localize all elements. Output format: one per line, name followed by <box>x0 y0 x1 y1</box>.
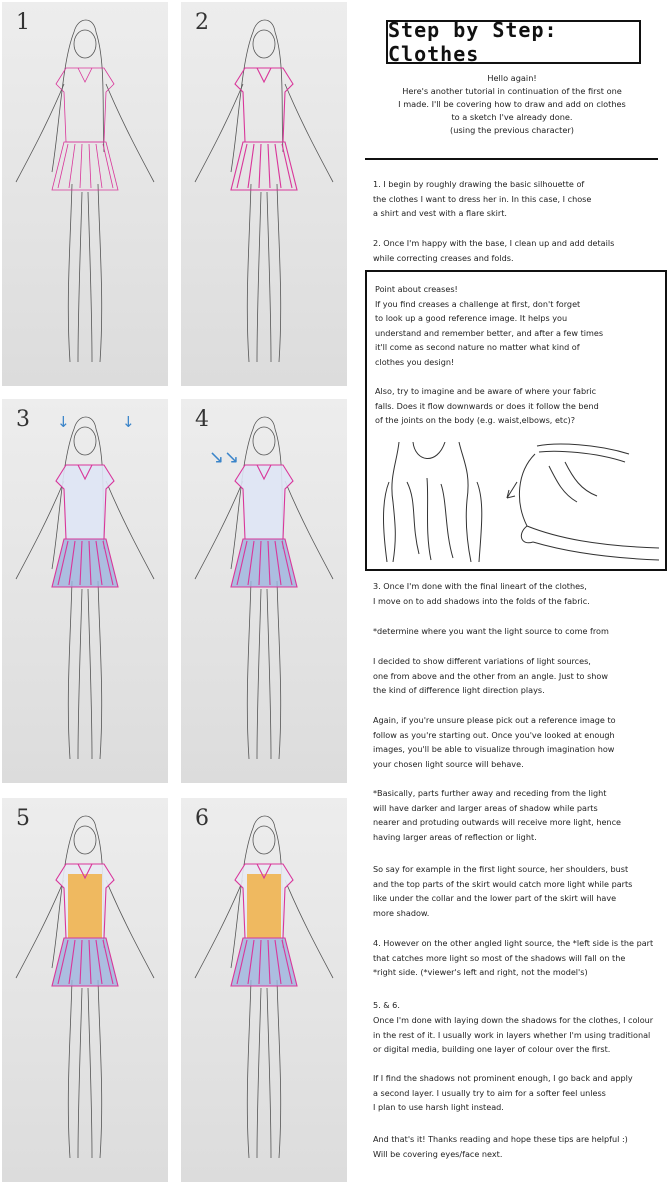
panel-number: 2 <box>195 10 209 35</box>
panel-number: 6 <box>195 806 209 831</box>
intro-line: (using the previous character) <box>450 125 574 135</box>
panel-number: 1 <box>16 10 30 35</box>
step-56-text: Once I'm done with laying down the shadows for the clothes, I colour in the rest of it. I usually work in layers whether I'm using traditional or digital media, building one layer of colour over the first. <box>373 1015 654 1054</box>
figure-sketch <box>2 798 168 1182</box>
panel-step-3 <box>2 399 168 783</box>
panel-step-5 <box>2 798 168 1182</box>
step-56-label: 5. & 6. <box>373 1000 400 1010</box>
figure-sketch <box>2 399 168 783</box>
panel-number: 3 <box>16 407 30 432</box>
fabric-tip: Also, try to imagine and be aware of where your fabric falls. Does it flow downwards or does it follow the bend of the joints on the body (e.g. waist,elbows, etc)? <box>375 386 599 425</box>
creases-tip: Point about creases! If you find creases a challenge at first, don't forget to look up a good reference image. It helps you understand and remember better, and after a few times it'll come as second nature no matter what kind of clothes you design! <box>375 284 604 367</box>
intro-line: I made. I'll be covering how to draw and add on clothes <box>398 99 626 109</box>
example-text: So say for example in the first light source, her shoulders, bust and the top parts of the skirt would catch more light while parts like under the collar and the lower part of the skirt will have more shadow. <box>373 864 633 918</box>
intro-text <box>355 72 669 137</box>
light-arrow-icon: ↓ <box>57 413 70 431</box>
panel-step-2 <box>181 2 347 386</box>
panel-step-6 <box>181 798 347 1182</box>
figure-sketch <box>181 798 347 1182</box>
page-title: Step by Step: Clothes <box>386 20 641 64</box>
step-4-text: 4. However on the other angled light source, the *left side is the part that catches more light so most of the shadows will fall on the *right side. (*viewer's left and right, not the model's) <box>373 938 654 977</box>
step-1-text: 1. I begin by roughly drawing the basic silhouette of the clothes I want to dress her in. In this case, I chose a shirt and vest with a flare skirt. <box>373 179 592 218</box>
panel-step-4 <box>181 399 347 783</box>
divider <box>365 158 658 160</box>
figure-sketch <box>2 2 168 386</box>
panel-step-1 <box>2 2 168 386</box>
closing-text: And that's it! Thanks reading and hope these tips are helpful :) Will be covering eyes/face next. <box>373 1134 628 1159</box>
intro-line: to a sketch I've already done. <box>451 112 573 122</box>
panel-number: 4 <box>195 407 209 432</box>
panel-number: 5 <box>16 806 30 831</box>
light-note: *determine where you want the light source to come from <box>373 626 609 636</box>
variations-text: I decided to show different variations of light sources, one from above and the other from an angle. Just to show the kind of difference light direction plays. <box>373 656 608 695</box>
basically-text: *Basically, parts further away and receding from the light will have darker and larger areas of shadow while parts nearer and protuding outwards will receive more light, hence having larger areas of reflection or light. <box>373 788 621 842</box>
light-arrow-icon: ↘↘ <box>209 447 240 468</box>
clothing-fold-sketch <box>367 442 663 562</box>
step-2-text: 2. Once I'm happy with the base, I clean up and add details while correcting creases and folds. <box>373 238 615 263</box>
tutorial-column <box>355 0 669 1195</box>
intro-line: Hello again! <box>487 73 537 83</box>
figure-sketch <box>181 399 347 783</box>
reference-text: Again, if you're unsure please pick out a reference image to follow as you're starting out. Once you've looked at enough images, you'll be able to visualize through imagination how your chosen light source will behave. <box>373 715 616 769</box>
step-3-text: 3. Once I'm done with the final lineart of the clothes, I move on to add shadows into the folds of the fabric. <box>373 581 590 606</box>
light-arrow-icon: ↓ <box>122 413 135 431</box>
intro-line: Here's another tutorial in continuation of the first one <box>402 86 622 96</box>
tip-box <box>365 270 667 571</box>
figure-sketch <box>181 2 347 386</box>
shadows-tip: If I find the shadows not prominent enough, I go back and apply a second layer. I usually try to aim for a softer feel unless I plan to use harsh light instead. <box>373 1073 633 1112</box>
